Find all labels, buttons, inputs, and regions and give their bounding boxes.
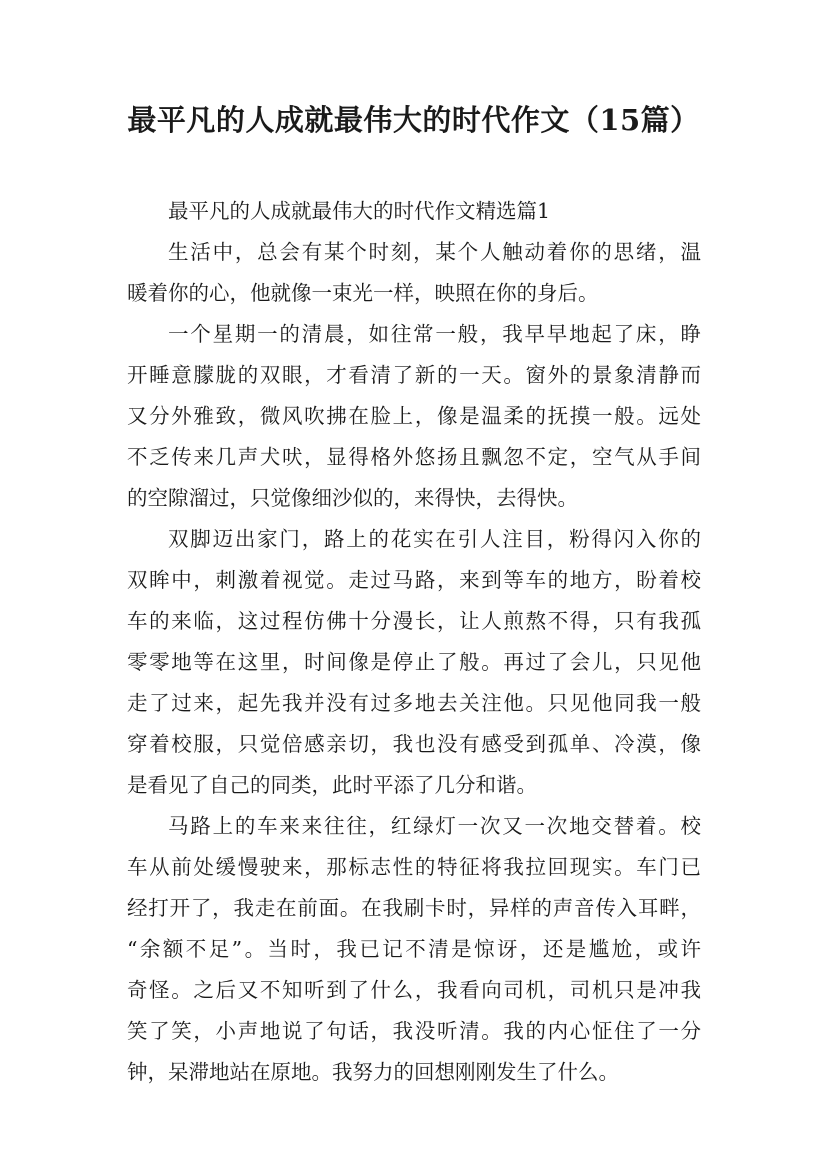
paragraph-line: 零零地等在这里，时间像是停止了般。再过了会儿，只见他 bbox=[127, 650, 701, 674]
paragraph-line: 马路上的车来来往往，红绿灯一次又一次地交替着。校 bbox=[168, 814, 701, 838]
paragraph-line: 双眸中，刺激着视觉。走过马路，来到等车的地方，盼着校 bbox=[127, 568, 701, 592]
paragraph-line: 的空隙溜过，只觉像细沙似的，来得快，去得快。 bbox=[127, 486, 578, 510]
paragraph-line: 走了过来，起先我并没有过多地去关注他。只见他同我一般 bbox=[127, 691, 701, 715]
paragraph-line: 穿着校服，只觉倍感亲切，我也没有感受到孤单、冷漠，像 bbox=[127, 732, 701, 756]
paragraph bbox=[127, 314, 701, 519]
paragraph-line: 双脚迈出家门，路上的花实在引人注目，粉得闪入你的 bbox=[168, 527, 701, 551]
paragraph-line: 笑了笑，小声地说了句话，我没听清。我的内心怔住了一分 bbox=[127, 1019, 701, 1043]
document-body bbox=[127, 191, 701, 1093]
paragraph-line: 奇怪。之后又不知听到了什么，我看向司机，司机只是冲我 bbox=[127, 978, 701, 1002]
paragraph-line: 是看见了自己的同类，此时平添了几分和谐。 bbox=[127, 773, 537, 797]
paragraph-line: 生活中，总会有某个时刻，某个人触动着你的思绪，温 bbox=[168, 240, 701, 264]
paragraph-line: 车的来临，这过程仿佛十分漫长，让人煎熬不得，只有我孤 bbox=[127, 609, 701, 633]
document-title: 最平凡的人成就最伟大的时代作文（15篇） bbox=[127, 103, 700, 137]
paragraph-line: “余额不足”。当时，我已记不清是惊讶，还是尴尬，或许 bbox=[127, 937, 701, 961]
paragraph-line: 车从前处缓慢驶来，那标志性的特征将我拉回现实。车门已 bbox=[127, 855, 701, 879]
paragraph bbox=[127, 806, 701, 1093]
section-heading: 最平凡的人成就最伟大的时代作文精选篇1 bbox=[168, 199, 551, 223]
paragraph-line: 一个星期一的清晨，如往常一般，我早早地起了床，睁 bbox=[168, 322, 701, 346]
paragraph-line: 钟，呆滞地站在原地。我努力的回想刚刚发生了什么。 bbox=[127, 1060, 619, 1084]
paragraph bbox=[127, 232, 701, 314]
paragraph-line: 又分外雅致，微风吹拂在脸上，像是温柔的抚摸一般。远处 bbox=[127, 404, 701, 428]
paragraph-line: 不乏传来几声犬吠，显得格外悠扬且飘忽不定，空气从手间 bbox=[127, 445, 701, 469]
paragraph-line: 经打开了，我走在前面。在我刷卡时，异样的声音传入耳畔， bbox=[127, 896, 701, 920]
paragraph-line: 开睡意朦胧的双眼，才看清了新的一天。窗外的景象清静而 bbox=[127, 363, 701, 387]
paragraph-line: 暖着你的心，他就像一束光一样，映照在你的身后。 bbox=[127, 281, 599, 305]
paragraph bbox=[127, 519, 701, 806]
